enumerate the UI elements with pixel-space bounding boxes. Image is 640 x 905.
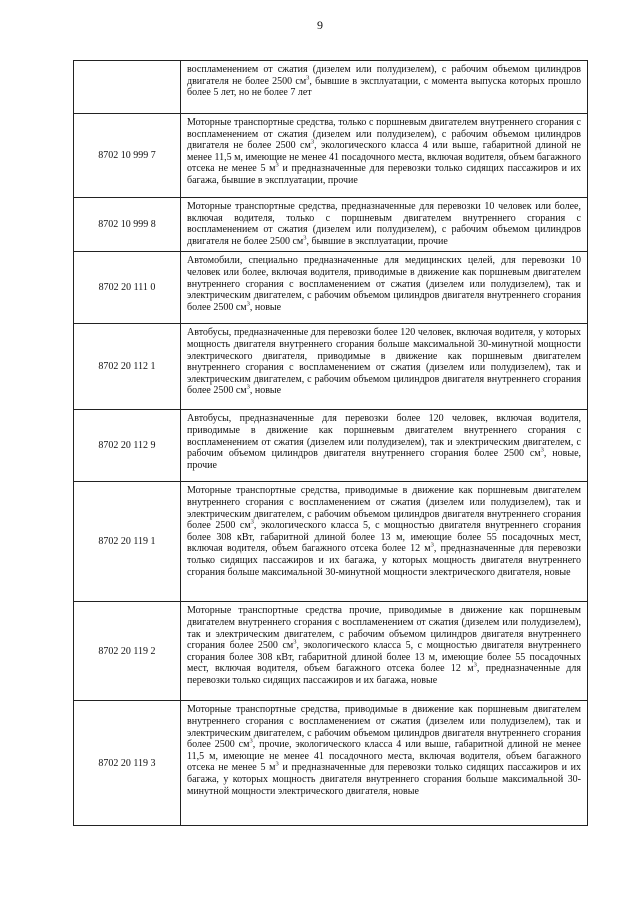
superscript-3: 3 — [246, 384, 250, 392]
tn-ved-code: 8702 20 119 1 — [74, 482, 181, 602]
description-text: Моторные транспортные средства, предназначенные для перевозки 10 человек или более, включая водителя, только с поршневым двигателем внутреннего сгорания с воспламенением от сжатия (дизелем или полудизелем), с рабочим объемом цилиндров двигателя не более 2500 см — [187, 201, 581, 247]
superscript-3: 3 — [249, 737, 253, 745]
table-row — [74, 324, 588, 410]
description-text: и предназначенные для перевозки только сидящих пассажиров и их багажа, бывшие в эксплуатации, прочие — [187, 163, 581, 186]
goods-description — [181, 252, 588, 324]
table-row — [74, 482, 588, 602]
superscript-3: 3 — [430, 542, 434, 550]
description-text: Автобусы, предназначенные для перевозки более 120 человек, включая водителя, приводимые в движение как поршневым двигателем внутреннего сгорания с воспламенением от сжатия (дизелем или полудизелем), так и электрическим двигателем, с рабочим объемом цилиндров двигателя внутреннего сгорания более 2500 см — [187, 413, 581, 460]
description-text: , экологического класса 4 или выше, габаритной длиной не менее 11,5 м, имеющие не менее 41 посадочного места, включая водителя, объем багажного отсека не менее 5 м — [187, 140, 581, 175]
goods-description — [181, 114, 588, 198]
tn-ved-code: 8702 10 999 7 — [74, 114, 181, 198]
goods-description — [181, 198, 588, 252]
table-row — [74, 410, 588, 482]
superscript-3: 3 — [303, 234, 307, 242]
table-row — [74, 602, 588, 701]
tn-ved-code: 8702 20 112 1 — [74, 324, 181, 410]
superscript-3: 3 — [310, 138, 315, 146]
goods-description — [181, 61, 588, 114]
description-text: , экологического класса 5, с мощностью двигателя внутреннего сгорания более 308 кВт, габаритной длиной более 13 м, имеющие более 55 посадочных мест, включая водителя, объем багажного отсека более 12 м — [187, 520, 581, 555]
description-text: , новые — [249, 385, 282, 397]
table-row — [74, 252, 588, 324]
tn-ved-code: 8702 20 112 9 — [74, 410, 181, 482]
tn-ved-code: 8702 20 119 3 — [74, 701, 181, 826]
description-text: , новые, прочие — [187, 448, 582, 471]
description-text: , экологического класса 5, с мощностью двигателя внутреннего сгорания более 308 кВт, габаритной длиной более 13 м, имеющие более 55 посадочных мест, включая водителя, объем багажного отсека более 12 м — [187, 640, 581, 675]
superscript-3: 3 — [250, 518, 254, 526]
description-text: , новые — [249, 301, 282, 313]
description-text: Моторные транспортные средства прочие, приводимые в движение как поршневым двигателем внутреннего сгорания с воспламенением от сжатия (дизелем или полудизелем), так и электрическим двигателем, с рабочим объемом цилиндров двигателя внутреннего сгорания более 2500 см — [187, 605, 581, 652]
tariff-table — [73, 60, 588, 826]
superscript-3: 3 — [473, 662, 477, 670]
page-number: 9 — [317, 18, 323, 32]
superscript-3: 3 — [293, 638, 297, 646]
description-text: Автобусы, предназначенные для перевозки более 120 человек, включая водителя, у которых мощность двигателя внутреннего сгорания больше максимальной 30-минутной мощности электрического двигателя, приводимые в движение как поршневым двигателем внутреннего сгорания с воспламенением от сжатия (дизелем или полудизелем), так и электрическим двигателем, с рабочим объемом цилиндров двигателя внутреннего сгорания более 2500 см — [187, 327, 581, 397]
description-text: , прочие, экологического класса 4 или выше, габаритной длиной не менее 11,5 м, имеющие не менее 41 посадочного места, включая водителя, объем багажного отсека не менее 5 м — [187, 739, 581, 774]
description-text: , бывшие в эксплуатации, с момента выпуска которых прошло более 5 лет, но не более 7 лет — [187, 75, 581, 99]
description-text: , предназначенные для перевозки только сидящих пассажиров и их багажа, новые — [187, 663, 581, 686]
superscript-3: 3 — [306, 74, 310, 82]
description-text: Моторные транспортные средства, только с поршневым двигателем внутреннего сгорания с воспламенением от сжатия (дизелем или полудизелем), с рабочим объемом цилиндров двигателя не более 2500 см — [187, 117, 581, 152]
description-text: Моторные транспортные средства, приводимые в движение как поршневым двигателем внутреннего сгорания с воспламенением от сжатия (дизелем или полудизелем), так и электрическим двигателем, с рабочим объемом цилиндров двигателя внутреннего сгорания более 2500 см — [187, 704, 581, 751]
goods-description — [181, 410, 588, 482]
goods-description — [181, 482, 588, 602]
table-row — [74, 198, 588, 252]
description-text: , предназначенные для перевозки только сидящих пассажиров и их багажа, у которых мощность двигателя внутреннего сгорания больше максимальной 30-минутной мощности электрического двигателя, новые — [187, 543, 581, 578]
table-row — [74, 61, 588, 114]
description-text: воспламенением от сжатия (дизелем или полудизелем), с рабочим объемом цилиндров двигателя не более 2500 см — [187, 64, 581, 87]
table-row — [74, 114, 588, 198]
superscript-3: 3 — [275, 761, 279, 769]
tn-ved-code: 8702 20 111 0 — [74, 252, 181, 324]
tariff-table-body — [74, 61, 588, 826]
goods-description — [181, 324, 588, 410]
description-text: и предназначенные для перевозки только сидящих пассажиров и их багажа, у которых мощность двигателя внутреннего сгорания больше максимальной 30-минутной мощности электрического двигателя, новые — [187, 762, 581, 797]
goods-description — [181, 602, 588, 701]
tn-ved-code: 8702 20 119 2 — [74, 602, 181, 701]
table-row — [74, 701, 588, 826]
goods-description — [181, 701, 588, 826]
superscript-3: 3 — [246, 300, 250, 308]
superscript-3: 3 — [540, 446, 544, 454]
description-text: Автомобили, специально предназначенные для медицинских целей, для перевозки 10 человек или более, включая водителя, приводимые в движение как поршневым двигателем внутреннего сгорания с воспламенением от сжатия (дизелем или полудизелем), так и электрическим двигателем, с рабочим объемом цилиндров двигателя внутреннего сгорания более 2500 см — [187, 255, 581, 313]
tn-ved-code — [74, 61, 181, 114]
superscript-3: 3 — [275, 162, 279, 170]
tn-ved-code: 8702 10 999 8 — [74, 198, 181, 252]
description-text: Моторные транспортные средства, приводимые в движение как поршневым двигателем внутреннего сгорания с воспламенением от сжатия (дизелем или полудизелем), так и электрическим двигателем, с рабочим объемом цилиндров двигателя внутреннего сгорания более 2500 см — [187, 485, 581, 532]
description-text: , бывшие в эксплуатации, прочие — [306, 235, 448, 247]
